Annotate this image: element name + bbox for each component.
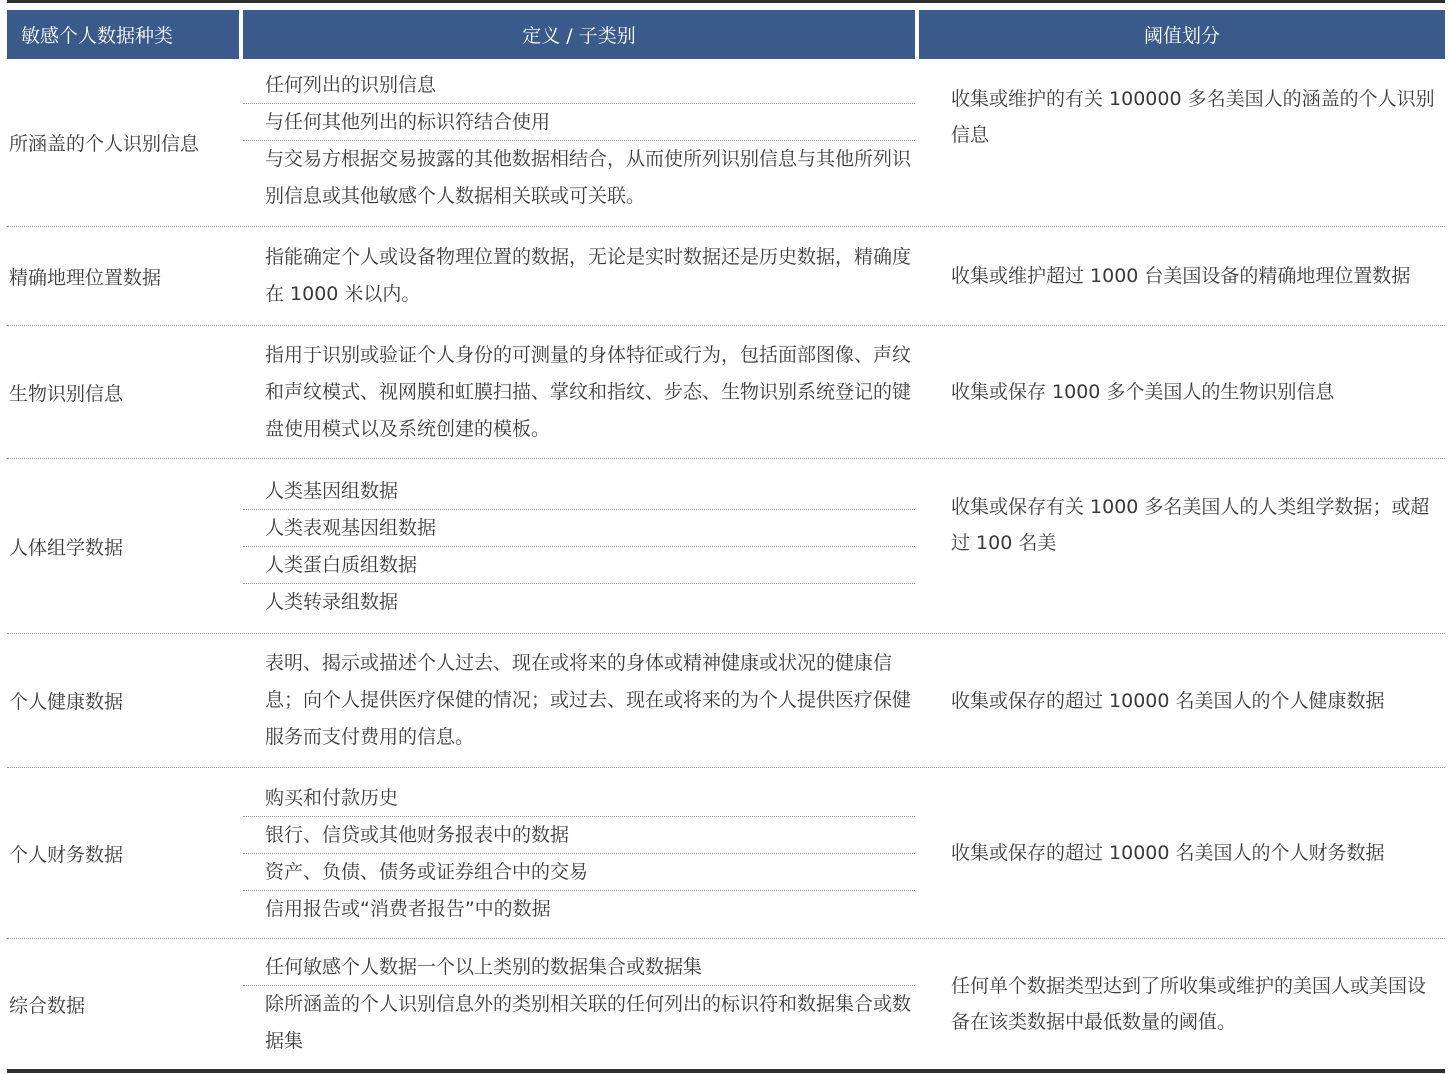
subcategory-item: 与交易方根据交易披露的其他数据相结合，从而使所列识别信息与其他所列识别信息或其他敏感个人数据相关联或可关联。: [265, 148, 912, 207]
subcategory-item: 任何敏感个人数据一个以上类别的数据集合或数据集: [243, 949, 915, 986]
threshold-cell: 收集或维护的有关 100000 多名美国人的涵盖的个人识别信息: [951, 88, 1435, 146]
bottom-rule: [7, 1069, 1445, 1073]
subcategory-item: 除所涵盖的个人识别信息外的类别相关联的任何列出的标识符和数据集合或数据集: [265, 992, 912, 1052]
subcategory-item: 人类表观基因组数据: [243, 510, 915, 547]
table-row: [7, 227, 1445, 326]
table-row: [7, 459, 1445, 634]
subcategory-item: 信用报告或“消费者报告”中的数据: [265, 897, 551, 920]
table-row: [7, 59, 1445, 227]
subcategory-item: 指能确定个人或设备物理位置的数据，无论是实时数据还是历史数据，精确度在 1000 米以内。: [265, 246, 912, 305]
definition-cell: [243, 939, 915, 1069]
subcategory-item: 与任何其他列出的标识符结合使用: [243, 104, 915, 141]
subcategory-item: 资产、负债、债务或证券组合中的交易: [243, 854, 915, 891]
header-threshold: 阈值划分: [919, 10, 1445, 59]
definition-cell: [243, 459, 915, 633]
data-table: [7, 0, 1445, 1073]
table-row: [7, 939, 1445, 1069]
subcategory-item: 银行、信贷或其他财务报表中的数据: [243, 817, 915, 854]
table-header: [7, 10, 1445, 59]
category-cell: 人体组学数据: [9, 536, 124, 559]
subcategory-item: 人类基因组数据: [243, 473, 915, 510]
threshold-cell: 任何单个数据类型达到了所收集或维护的美国人或美国设备在该类数据中最低数量的阈值。: [951, 975, 1427, 1033]
category-cell: 个人财务数据: [9, 843, 124, 866]
threshold-cell: 收集或保存有关 1000 多名美国人的人类组学数据；或超过 100 名美: [951, 496, 1430, 554]
table-row: [7, 768, 1445, 939]
subcategory-item: 人类蛋白质组数据: [243, 547, 915, 584]
category-cell: 综合数据: [9, 994, 86, 1017]
table-row: [7, 326, 1445, 459]
header-category: 敏感个人数据种类: [7, 10, 239, 59]
subcategory-item: 任何列出的识别信息: [243, 67, 915, 104]
category-cell: 所涵盖的个人识别信息: [9, 133, 200, 155]
threshold-cell: 收集或保存的超过 10000 名美国人的个人财务数据: [951, 842, 1385, 864]
definition-cell: [243, 326, 915, 458]
category-cell: 个人健康数据: [9, 691, 124, 713]
definition-cell: [243, 634, 915, 767]
threshold-cell: 收集或维护超过 1000 台美国设备的精确地理位置数据: [951, 265, 1411, 287]
subcategory-item: 人类转录组数据: [265, 590, 399, 613]
definition-cell: [243, 59, 915, 226]
header-definition: 定义 / 子类别: [243, 10, 915, 59]
definition-cell: [243, 768, 915, 938]
table-row: [7, 634, 1445, 768]
threshold-cell: 收集或保存 1000 多个美国人的生物识别信息: [951, 381, 1335, 403]
definition-cell: [243, 227, 915, 325]
top-rule: [7, 0, 1445, 3]
category-cell: 生物识别信息: [9, 382, 124, 405]
threshold-cell: 收集或保存的超过 10000 名美国人的个人健康数据: [951, 689, 1385, 712]
category-cell: 精确地理位置数据: [9, 266, 162, 289]
subcategory-item: 购买和付款历史: [243, 780, 915, 817]
subcategory-item: 表明、揭示或描述个人过去、现在或将来的身体或精神健康或状况的健康信息；向个人提供医疗保健的情况；或过去、现在或将来的为个人提供医疗保健服务而支付费用的信息。: [265, 652, 912, 748]
subcategory-item: 指用于识别或验证个人身份的可测量的身体特征或行为，包括面部图像、声纹和声纹模式、视网膜和虹膜扫描、掌纹和指纹、步态、生物识别系统登记的键盘使用模式以及系统创建的模板。: [265, 343, 912, 440]
